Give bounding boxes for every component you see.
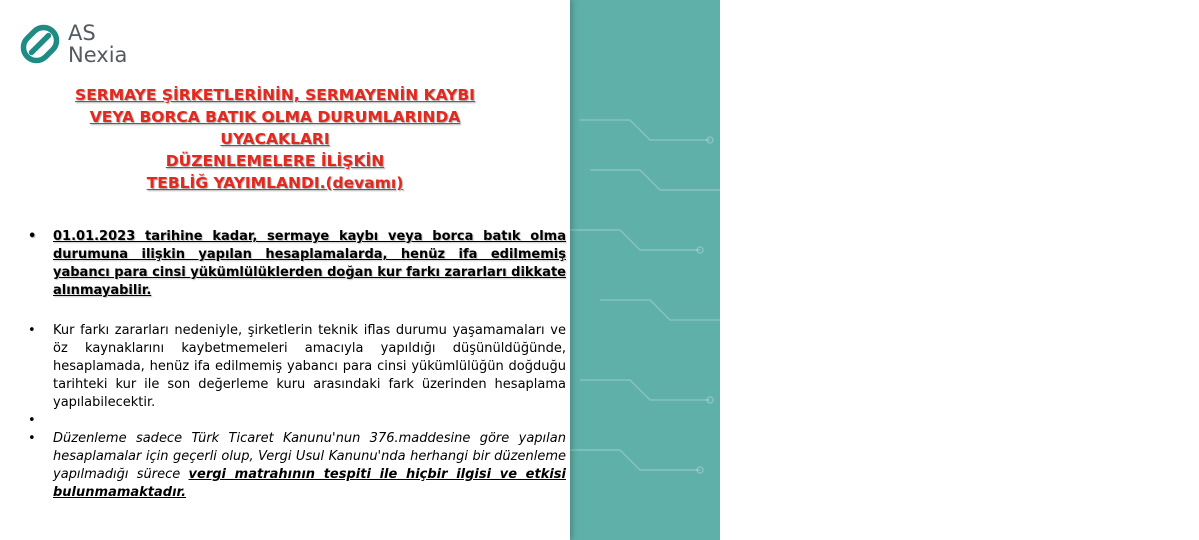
circular-info xyxy=(1146,20,1199,89)
decorative-sidebar xyxy=(570,0,1199,540)
bullet-item-empty xyxy=(28,412,566,430)
bullet-marker: • xyxy=(28,229,37,244)
bullet-text: 01.01.2023 tarihine kadar, sermaye kaybı veya borca batık olma durumuna ilişkin yapılan hesaplamalarda, henüz ifa edilmemiş yabancı para cinsi yükümlülüklerden doğan kur farkı zararları dikkate alınmayabilir. xyxy=(53,229,566,298)
title-line-1: SERMAYE ŞİRKETLERİNİN, SERMAYENİN KAYBI xyxy=(75,86,475,104)
as-nexia-logo-icon xyxy=(18,22,62,66)
circular-number: 09-10 xyxy=(1146,69,1187,85)
circuit-pattern-graphic xyxy=(570,0,720,540)
page-title xyxy=(60,84,490,194)
title-line-4: DÜZENLEMELERE İLİŞKİN xyxy=(165,152,385,170)
bullet-text: Kur farkı zararları nedeniyle, şirketlerin teknik iflas durumu yaşamamaları ve öz kaynaklarını kaybetmemeleri amacıyla yapıldığı düşünüldüğünde, hesaplamada, henüz ifa edilmemiş yabancı para cinsi yükümlülüğün doğduğu tarihteki kur ile son değerleme kuru arasındaki fark üzerinden hesaplama yapılabilecektir. xyxy=(53,323,566,410)
circular-label: Sirküler No: xyxy=(1146,23,1199,62)
bullet-item-1 xyxy=(28,228,566,300)
bullet-marker: • xyxy=(28,413,36,428)
bullet-list xyxy=(28,228,566,502)
slide-content xyxy=(0,0,570,540)
title-line-5: TEBLİĞ YAYIMLANDI.(devamı) xyxy=(146,174,404,192)
logo-wordmark: AS Nexia xyxy=(68,21,128,67)
bullet-marker: • xyxy=(28,431,36,446)
bullet-emphasis: vergi matrahının tespiti ile hiçbir ilgisi ve etkisi bulunmamaktadır. xyxy=(53,467,566,500)
bullet-item-2 xyxy=(28,322,566,412)
company-logo xyxy=(18,22,127,66)
bullet-marker: • xyxy=(28,323,36,338)
title-line-2: VEYA BORCA BATIK OLMA DURUMLARINDA xyxy=(89,108,461,126)
bullet-text: Düzenleme sadece Türk Ticaret Kanunu'nun 376.maddesine göre yapılan hesaplamalar için geçerli olup, Vergi Usul Kanunu'nda herhangi bir düzenleme yapılmadığı sürece xyxy=(53,431,566,482)
bullet-item-4 xyxy=(28,430,566,502)
title-line-3: UYACAKLARI xyxy=(220,130,330,148)
